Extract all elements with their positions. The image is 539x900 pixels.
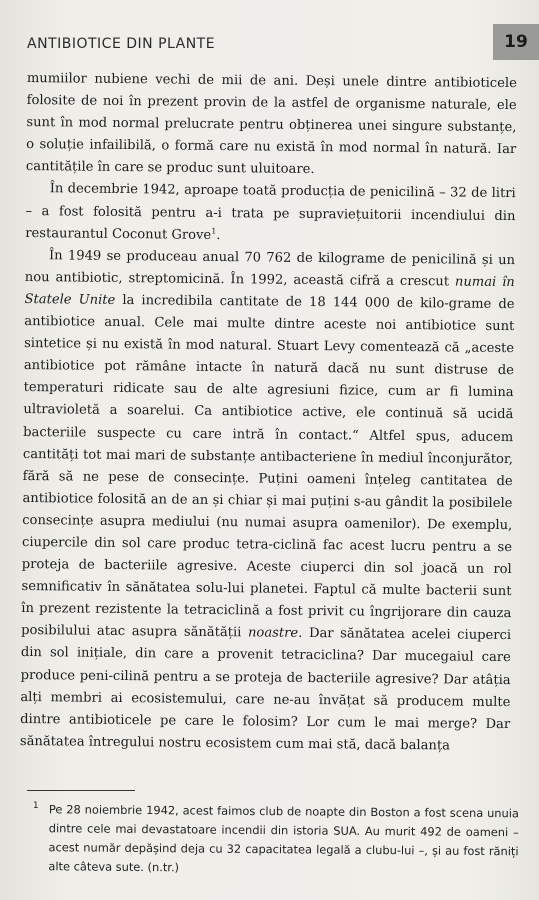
paragraph-3-emphasis-1: numai în Statele Unite (24, 274, 515, 308)
footnote-reference: 1 (211, 226, 217, 236)
paragraph-3-emphasis-2: noastre (247, 625, 299, 642)
body-text (20, 68, 517, 758)
paragraph-3-part-3: . Dar sănătatea acelei ciuperci din sol inițiale, din care a provenit tetraciclina? Dar mucegaiul care produce peni-cilină pentru a se proteja de bacteriile agresive? Dar atâția alți membri ai ecosistemului, care ne-au învățat să producem multe dintre antibioticele pe care le folosim? Lor cum le mai merge? Dar sănătatea întregului nostru ecosistem cum mai stă, dacă balanța (19, 626, 512, 754)
footnote-marker: 1 (32, 801, 39, 812)
page-number: 19 (504, 32, 528, 52)
footnote-divider (27, 790, 135, 791)
page-number-tab (493, 24, 539, 60)
footnote (26, 800, 519, 880)
paragraph-3-part-1: În 1949 se produceau anual 70 762 de kilograme de penicilină și un nou antibiotic, streptomicină. În 1992, această cifră a crescut (24, 247, 516, 290)
paragraph-2: În decembrie 1942, aproape toată producția de penicilină – 32 de litri – a fost folosită pentru a-i trata pe supraviețuitorii incendiului din restaurantul Coconut Grove$^1$. (25, 181, 516, 243)
running-head-title: ANTIBIOTICE DIN PLANTE (27, 36, 216, 52)
paragraph-3-part-2: la incredibila cantitate de 18 144 000 de kilo-grame de antibiotice anual. Cele mai multe dintre aceste noi antibiotice sunt sintetice și nu există în mod natural. Stuart Levy comentează că „aceste antibiotice pot rămâne intacte în natură dacă nu sunt distruse de temperaturi ridicate sau de alte agresiuni fizice, cum ar fi lumina ultravioletă a soarelui. Ca antibiotice active, ele continuă să ucidă bacteriile suspecte cu care intră în contact.“ Altfel spus, aducem cantități tot mai mari de substanțe antibacteriene în mediul înconjurător, fără să ne pese de consecințe. Puțini oameni înțeleg cantitatea de antibiotice folosită an de an și chiar și mai puțini s-au gândit la posibilele consecințe asupra mediului (nu numai asupra oamenilor). De exemplu, ciupercile din sol care produc tetra-ciclină fac acest lucru pentru a se proteja de bacteriile agresive. Aceste ciuperci din sol joacă un rol semnificativ în sănătatea solu-lui planetei. Faptul că multe bacterii sunt în prezent rezistente la tetraciclină a fost privit cu îngrijorare din cauza posibilului atac asupra sănătății (21, 292, 515, 641)
paragraph-1: mumiilor nubiene vechi de mii de ani. Deși unele dintre antibioticele folosite de noi în prezent provin de la astfel de organisme naturale, ele sunt în mod normal prelucrate pentru obținerea unei singure substanțe, o soluție infailibilă, o formă care nu există în mod normal în natură. Iar cantitățile în care se produc sunt uluitoare. (25, 70, 517, 178)
paragraph-2-text: În decembrie 1942, aproape toată producția de penicilină – 32 de litri – a fost folosită pentru a-i trata pe supraviețuitorii incendiului din restaurantul Coconut Grove (25, 181, 516, 243)
footnote-text: Pe 28 noiembrie 1942, acest faimos club de noapte din Boston a fost scena unuia dintre cele mai devastatoare incendii din istoria SUA. Au murit 492 de oameni – acest număr depășind deja cu 32 capacitatea legală a clubu-lui –, și au fost răniți alte câteva sute. (n.tr.) (48, 802, 519, 875)
paragraph-3 (20, 245, 515, 758)
